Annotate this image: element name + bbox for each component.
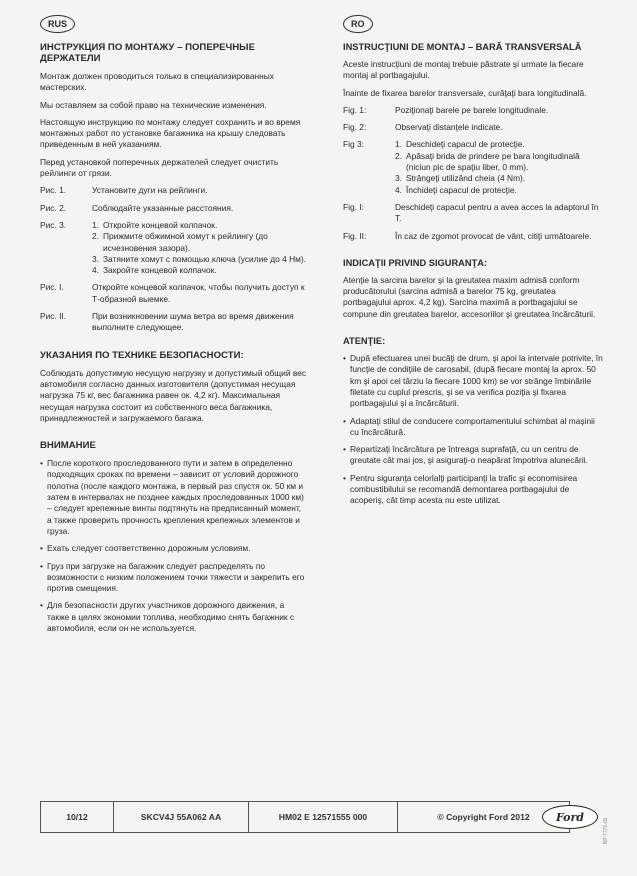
fig-label: Рис. II.: [40, 311, 67, 322]
fig-step: [92, 220, 308, 231]
step-number: 2.: [395, 150, 402, 161]
fig-step: [92, 231, 308, 254]
step-text: Затяните хомут с помощью ключа (усилие до 4 Нм).: [103, 253, 307, 264]
rus-safety-title: УКАЗАНИЯ ПО ТЕХНИКЕ БЕЗОПАСНОСТИ:: [40, 349, 244, 361]
page-number: 10/12: [41, 802, 114, 832]
rus-language-badge: RUS: [40, 15, 75, 33]
ro-bullet-2: • Adaptaţi stilul de conducere comportamentului schimbat al maşinii cu încărcătură.: [343, 416, 605, 439]
part-number: SKCV4J 55A062 AA: [114, 802, 249, 832]
step-text: Прижмите обжимной хомут к рейлингу (до исчезновения зазора).: [103, 231, 268, 253]
fig-text: Observaţi distanţele indicate.: [395, 122, 503, 133]
rus-fig-1: [40, 185, 308, 196]
bullet-text: Pentru siguranţa celorlalţi participanţi la trafic şi economisirea combustibilului se recomandă demontarea portbagajului de acoperiş, cât timp acesta nu este utilizat.: [350, 472, 578, 506]
doc-code: HM02 E 12571555 000: [249, 802, 398, 832]
step-text: Откройте концевой колпачок.: [103, 219, 218, 230]
rus-attention-title: ВНИМАНИЕ: [40, 440, 96, 452]
fig-text: Poziţionaţi barele pe barele longitudinale.: [395, 104, 549, 115]
rus-fig-3: [40, 220, 308, 276]
fig-step: [395, 173, 605, 184]
bullet-text: După efectuarea unei bucăţi de drum, şi apoi la intervale potrivite, în funcţie de condiţiile de carosabil, (după fiecare montaj la aprox. 50 km şi apoi cel târziu la fiecare 1000 km) se vor strânge îmbinările filetate cu cuplul prescris, şi se va verifica poziţia şi fixarea portbagajului şi a încărcăturii.: [350, 353, 603, 409]
ro-column: [343, 14, 605, 513]
step-number: 4.: [92, 265, 99, 276]
step-number: 2.: [92, 231, 99, 242]
rus-safety-text: Соблюдать допустимую несущую нагрузку и допустимый общий вес автомобиля согласно данных изготовителя (допустимая несущая нагрузка 75 кг, вес багажника равен ок. 4,2 кг). Максимальная несущая нагрузка состоит из собственного веса багажника, принадлежностей и загружаемого багажа.: [40, 367, 307, 423]
rus-fig-2: [40, 203, 308, 214]
ro-intro-1: Aceste instrucţiuni de montaj trebuie păstrate şi urmate la fiecare montaj al portbagajului.: [343, 59, 584, 81]
ro-fig-ii: [343, 231, 605, 242]
step-text: Закройте концевой колпачок.: [103, 265, 217, 276]
ford-logo: Ford: [542, 805, 598, 829]
ro-bullet-3: • Repartizaţi încărcătura pe întreaga suprafaţă, cu un centru de greutate cât mai jos, şi asiguraţi-o neapărat împotriva alunecării.: [343, 444, 605, 467]
bullet-text: Груз при загрузке на багажник следует распределять по возможности с низким положением точки тяжести и закрепить его против смещения.: [47, 560, 305, 594]
fig-label: Рис. 2.: [40, 202, 67, 213]
step-number: 1.: [92, 219, 99, 230]
rus-intro-4: Перед установкой поперечных держателей следует очистить рейлинги от грязи.: [40, 156, 279, 179]
ro-fig-1: [343, 105, 605, 116]
fig-text: Deschideţi capacul pentru a avea acces la adaptorul în T.: [395, 201, 599, 224]
ro-fig-2: [343, 122, 605, 133]
ro-intro-2: Înainte de fixarea barelor transversale, curăţaţi bara longitudinală.: [343, 87, 587, 98]
ro-safety-text: Atenţie la sarcina barelor şi la greutatea maxim admisă conform producătorului (sarcina admisă a barelor 75 kg, greutatea portbagajului aprox. 4,2 kg). Sarcina maximă a portbagajului se compune din greutatea barelor, accesoriilor şi greutatea încărcăturii.: [343, 274, 596, 319]
rus-bullet-2: • Ехать следует соответственно дорожным условиям.: [40, 543, 251, 554]
bullet-text: Ехать следует соответственно дорожным условиям.: [47, 543, 251, 554]
ro-safety-title: INDICAŢII PRIVIND SIGURANŢA:: [343, 257, 488, 268]
rus-column: [40, 14, 308, 640]
fig-step: [395, 151, 605, 174]
side-code: NT-7771-01: [603, 817, 609, 844]
fig-label: Рис. I.: [40, 282, 64, 293]
step-number: 1.: [395, 139, 402, 150]
ro-fig-i: [343, 202, 605, 225]
fig-label: Fig. 1:: [343, 104, 367, 115]
bullet-text: После короткого проследованного пути и затем в определенно подходящих сроках по времени – зависит от условий дорожного полотна (после каждого монтажа, в первый раз спустя ок. 50 км и затем в интервалах не позднее каждых проследованных 1000 км) – следует крепежные винты подтянуть на предписанный момент, а также проверить прочность крепления крепежных элементов и груза.: [47, 458, 304, 536]
fig-step: [92, 265, 308, 276]
ro-bullet-1: • După efectuarea unei bucăţi de drum, şi apoi la intervale potrivite, în funcţie de condiţiile de carosabil, (după fiecare montaj la aprox. 50 km şi apoi cel târziu la fiecare 1000 km) se vor strânge îmbinările filetate cu cuplul prescris, şi se va verifica poziţia şi fixarea portbagajului şi a încărcăturii.: [343, 353, 605, 409]
fig-text: Установите дуги на рейлинги.: [92, 185, 208, 196]
rus-intro-1: Монтаж должен проводиться только в специализированных мастерских.: [40, 71, 274, 93]
fig-text: În caz de zgomot provocat de vânt, citiţi următoarele.: [395, 230, 592, 241]
bullet-text: Adaptaţi stilul de conducere comportamentului schimbat al maşinii cu încărcătură.: [350, 415, 595, 437]
fig-steps: [395, 139, 605, 195]
step-number: 4.: [395, 184, 402, 195]
fig-text: Соблюдайте указанные расстояния.: [92, 202, 234, 213]
rus-bullet-3: • Груз при загрузке на багажник следует распределять по возможности с низким положением точки тяжести и закрепить его против смещения.: [40, 561, 308, 595]
fig-text: Откройте концевой колпачок, чтобы получить доступ к Т-образной выемке.: [92, 282, 305, 304]
rus-intro-3: Настоящую инструкцию по монтажу следует сохранить и во время монтажных работ по установке багажника на крышу следовать приведенным в ней указаниям.: [40, 116, 301, 150]
ro-language-badge: RO: [343, 15, 373, 33]
fig-steps: [92, 220, 308, 276]
rus-fig-ii: [40, 311, 308, 334]
footer-table: [40, 801, 570, 833]
ro-bullet-4: • Pentru siguranţa celorlalţi participanţi la trafic şi economisirea combustibilului se recomandă demontarea portbagajului de acoperiş, cât timp acesta nu este utilizat.: [343, 473, 605, 507]
step-number: 3.: [92, 253, 99, 264]
rus-fig-i: [40, 282, 308, 305]
step-text: Strângeţi utilizând cheia (4 Nm).: [406, 173, 526, 184]
step-text: Deschideţi capacul de protecţie.: [406, 139, 525, 150]
fig-label: Рис. 3.: [40, 219, 67, 230]
fig-label: Fig. I:: [343, 201, 364, 212]
fig-step: [395, 139, 605, 150]
copyright: © Copyright Ford 2012: [437, 812, 530, 822]
fig-step: [92, 254, 308, 265]
rus-title: ИНСТРУКЦИЯ ПО МОНТАЖУ – ПОПЕРЕЧНЫЕ ДЕРЖАТЕЛИ: [40, 42, 255, 64]
ro-fig-3: [343, 139, 605, 195]
step-text: Închideţi capacul de protecţie.: [406, 184, 517, 195]
ro-attention-title: ATENŢIE:: [343, 336, 386, 347]
fig-text: При возникновении шума ветра во время движения выполните следующее.: [92, 311, 294, 333]
bullet-text: Repartizaţi încărcătura pe întreaga suprafaţă, cu un centru de greutate cât mai jos, şi asiguraţi-o neapărat împotriva alunecării.: [350, 444, 588, 466]
rus-intro-2: Мы оставляем за собой право на технические изменения.: [40, 99, 267, 110]
fig-label: Рис. 1.: [40, 185, 67, 196]
fig-step: [395, 185, 605, 196]
step-number: 3.: [395, 173, 402, 184]
bullet-text: Для безопасности других участников дорожного движения, а также в целях экономии топлива, необходимо снять багажник с автомобиля, если он не используется.: [47, 600, 295, 633]
ro-title: INSTRUCŢIUNI DE MONTAJ – BARĂ TRANSVERSALĂ: [343, 42, 582, 52]
rus-bullet-1: • После короткого проследованного пути и затем в определенно подходящих сроках по времени – зависит от условий дорожного полотна (после каждого монтажа, в первый раз спустя ок. 50 км и затем в интервалах не позднее каждых проследованных 1000 км) – следует крепежные винты подтянуть на предписанный момент, а также проверить прочность крепления крепежных элементов и груза.: [40, 458, 308, 537]
rus-bullet-4: • Для безопасности других участников дорожного движения, а также в целях экономии топлива, необходимо снять багажник с автомобиля, если он не используется.: [40, 600, 308, 634]
step-text: Apăsaţi brida de prindere pe bara longitudinală (niciun pic de spaţiu liber, 0 mm).: [406, 150, 580, 173]
fig-label: Fig. II:: [343, 230, 367, 241]
fig-label: Fig 3:: [343, 139, 364, 150]
fig-label: Fig. 2:: [343, 122, 367, 133]
